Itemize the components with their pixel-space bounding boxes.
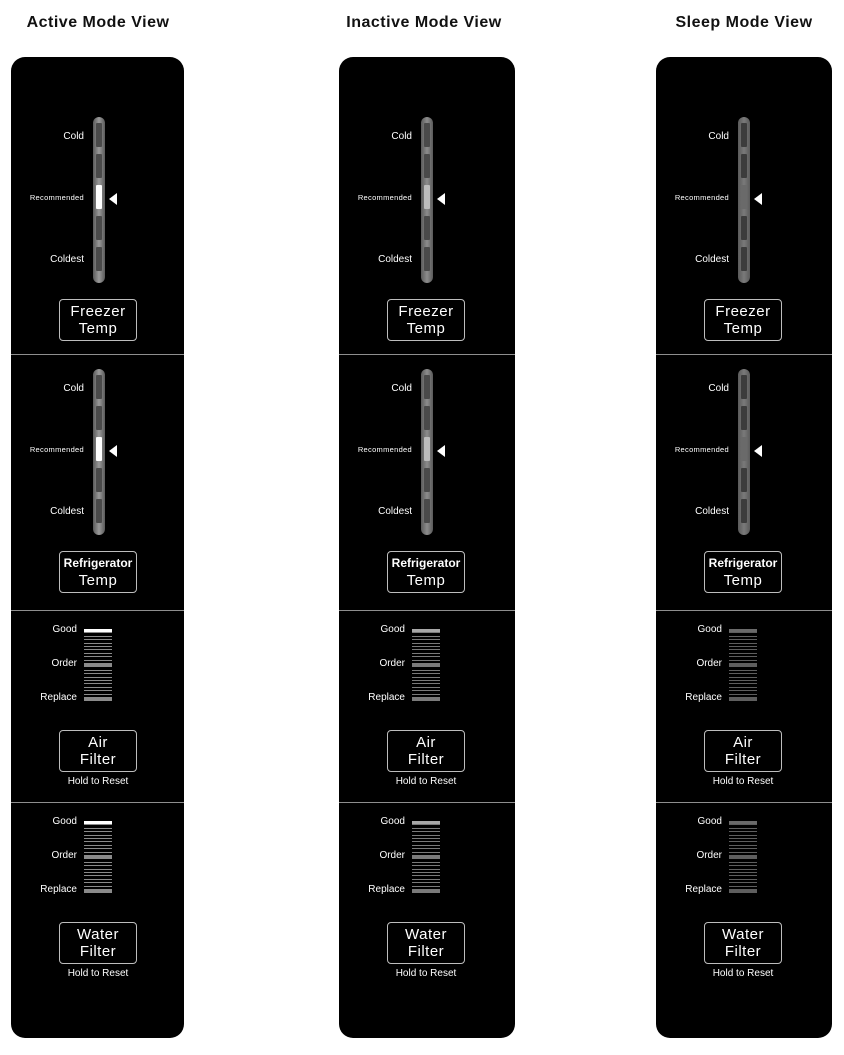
- filter-label-replace: Replace: [368, 692, 405, 703]
- freezer-temp-section: [656, 117, 832, 357]
- freezer-level-segment[interactable]: [424, 185, 430, 209]
- freezer-thermometer: [421, 117, 433, 283]
- filter-status-bar: [84, 858, 112, 859]
- filter-status-bar: [729, 677, 757, 678]
- water-filter-button-label-line1: Water: [77, 926, 119, 943]
- air-filter-button-label-line1: Air: [416, 734, 436, 751]
- filter-status-bar: [412, 858, 440, 859]
- refrigerator-thermometer: [738, 369, 750, 535]
- filter-status-bar: [729, 879, 757, 880]
- freezer-button-label-line1: Freezer: [398, 303, 454, 320]
- freezer-level-segment[interactable]: [741, 247, 747, 271]
- filter-status-bar: [84, 848, 112, 849]
- filter-status-bar: [412, 869, 440, 870]
- temp-label-cold: Cold: [391, 383, 412, 394]
- filter-status-bar: [84, 632, 112, 633]
- filter-status-bar: [84, 886, 112, 887]
- refrigerator-button-label-line1: Refrigerator: [63, 556, 133, 570]
- refrigerator-level-segment[interactable]: [741, 499, 747, 523]
- filter-status-bar: [729, 656, 757, 657]
- filter-status-bar: [84, 636, 112, 637]
- filter-status-bar: [84, 841, 112, 842]
- refrigerator-thermometer: [93, 369, 105, 535]
- water-filter-hold-hint: Hold to Reset: [67, 968, 129, 979]
- filter-status-bar: [84, 683, 112, 684]
- filter-status-bar: [729, 862, 757, 863]
- filter-status-bar: [84, 687, 112, 688]
- filter-status-bar: [412, 673, 440, 674]
- filter-label-replace: Replace: [368, 884, 405, 895]
- water-filter-status-bars: [84, 821, 112, 895]
- filter-status-bar: [84, 694, 112, 695]
- filter-status-bar: [412, 643, 440, 644]
- refrigerator-level-segment[interactable]: [424, 499, 430, 523]
- air-filter-hold-hint: Hold to Reset: [67, 776, 129, 787]
- filter-status-bar: [84, 666, 112, 667]
- filter-status-bar: [84, 865, 112, 866]
- filter-status-bar: [729, 848, 757, 849]
- temp-label-recommended: Recommended: [357, 193, 412, 202]
- filter-status-bar: [729, 632, 757, 633]
- filter-status-bar: [729, 865, 757, 866]
- freezer-pointer-icon: [754, 193, 762, 205]
- filter-status-bar: [84, 649, 112, 650]
- filter-status-bar: [84, 852, 112, 853]
- freezer-temp-button[interactable]: [704, 299, 782, 341]
- refrigerator-temp-section: [339, 369, 515, 609]
- filter-status-bar: [84, 828, 112, 829]
- sleep-panel: [656, 57, 832, 1038]
- filter-status-bar: [84, 646, 112, 647]
- filter-status-bar: [412, 694, 440, 695]
- air-filter-section: [11, 610, 184, 802]
- refrigerator-level-segment[interactable]: [741, 437, 747, 461]
- temp-label-cold: Cold: [63, 131, 84, 142]
- freezer-level-segment[interactable]: [424, 154, 430, 178]
- filter-status-bar: [729, 639, 757, 640]
- air-filter-hold-hint: Hold to Reset: [712, 776, 774, 787]
- inactive-panel: [339, 57, 515, 1038]
- filter-status-bar: [729, 670, 757, 671]
- filter-label-replace: Replace: [685, 884, 722, 895]
- filter-label-order: Order: [379, 850, 405, 861]
- water-filter-status-bars: [729, 821, 757, 895]
- filter-status-bar: [412, 865, 440, 866]
- freezer-temp-button[interactable]: [387, 299, 465, 341]
- filter-status-bar: [84, 875, 112, 876]
- filter-status-bar: [84, 835, 112, 836]
- freezer-button-label-line2: Temp: [723, 320, 763, 337]
- air-filter-button-label-line2: Filter: [724, 751, 762, 768]
- air-filter-status-bars: [729, 629, 757, 703]
- filter-status-bar: [729, 835, 757, 836]
- water-filter-button-label-line1: Water: [405, 926, 447, 943]
- temp-label-cold: Cold: [391, 131, 412, 142]
- refrigerator-level-segment[interactable]: [96, 437, 102, 461]
- filter-status-bar: [84, 862, 112, 863]
- temp-label-recommended: Recommended: [29, 193, 84, 202]
- air-filter-hold-hint: Hold to Reset: [395, 776, 457, 787]
- filter-label-good: Good: [52, 816, 77, 827]
- filter-status-bar: [412, 831, 440, 832]
- filter-status-bar: [729, 882, 757, 883]
- filter-status-bar: [412, 666, 440, 667]
- filter-status-bar: [84, 656, 112, 657]
- filter-status-bar: [729, 824, 757, 825]
- filter-status-bar: [412, 680, 440, 681]
- filter-label-replace: Replace: [685, 692, 722, 703]
- refrigerator-level-segment[interactable]: [424, 375, 430, 399]
- section-divider: [11, 354, 184, 355]
- filter-status-bar: [84, 673, 112, 674]
- filter-label-good: Good: [697, 624, 722, 635]
- refrigerator-button-label-line1: Refrigerator: [708, 556, 778, 570]
- refrigerator-temp-button[interactable]: [704, 551, 782, 593]
- water-filter-status-bars: [412, 821, 440, 895]
- refrigerator-button-label-line2: Temp: [78, 572, 118, 589]
- freezer-thermometer: [93, 117, 105, 283]
- sleep-mode-title: Sleep Mode View: [675, 14, 813, 31]
- freezer-level-segment[interactable]: [96, 216, 102, 240]
- filter-status-bar: [729, 653, 757, 654]
- filter-status-bar: [729, 649, 757, 650]
- refrigerator-level-segment[interactable]: [96, 406, 102, 430]
- filter-status-bar: [84, 643, 112, 644]
- filter-label-good: Good: [52, 624, 77, 635]
- filter-status-bar: [729, 683, 757, 684]
- water-filter-section: [656, 802, 832, 1038]
- water-filter-hold-hint: Hold to Reset: [395, 968, 457, 979]
- filter-status-bar: [84, 872, 112, 873]
- freezer-level-segment[interactable]: [741, 123, 747, 147]
- refrigerator-level-segment[interactable]: [741, 375, 747, 399]
- filter-status-bar: [412, 872, 440, 873]
- filter-status-bar: [84, 670, 112, 671]
- temp-label-coldest: Coldest: [695, 254, 729, 265]
- air-filter-button[interactable]: [59, 730, 137, 772]
- filter-status-bar: [84, 690, 112, 691]
- refrigerator-pointer-icon: [437, 445, 445, 457]
- filter-status-bar: [729, 636, 757, 637]
- filter-status-bar: [729, 690, 757, 691]
- filter-status-bar: [412, 892, 440, 893]
- temp-label-recommended: Recommended: [29, 445, 84, 454]
- filter-status-bar: [412, 828, 440, 829]
- filter-status-bar: [412, 882, 440, 883]
- freezer-level-segment[interactable]: [741, 185, 747, 209]
- refrigerator-level-segment[interactable]: [96, 468, 102, 492]
- temp-label-recommended: Recommended: [357, 445, 412, 454]
- water-filter-section: [11, 802, 184, 1038]
- filter-status-bar: [729, 831, 757, 832]
- temp-label-recommended: Recommended: [674, 193, 729, 202]
- filter-label-order: Order: [51, 658, 77, 669]
- freezer-pointer-icon: [437, 193, 445, 205]
- filter-status-bar: [412, 646, 440, 647]
- filter-label-good: Good: [697, 816, 722, 827]
- air-filter-button[interactable]: [704, 730, 782, 772]
- filter-status-bar: [84, 879, 112, 880]
- filter-status-bar: [84, 882, 112, 883]
- air-filter-status-bars: [84, 629, 112, 703]
- water-filter-button[interactable]: [704, 922, 782, 964]
- filter-status-bar: [729, 892, 757, 893]
- air-filter-button-label-line1: Air: [88, 734, 108, 751]
- filter-status-bar: [412, 841, 440, 842]
- section-divider: [339, 354, 515, 355]
- filter-status-bar: [84, 824, 112, 825]
- filter-status-bar: [412, 683, 440, 684]
- freezer-temp-section: [11, 117, 184, 357]
- water-filter-button-label-line1: Water: [722, 926, 764, 943]
- water-filter-button[interactable]: [387, 922, 465, 964]
- filter-status-bar: [412, 670, 440, 671]
- filter-label-order: Order: [379, 658, 405, 669]
- temp-label-coldest: Coldest: [695, 506, 729, 517]
- refrigerator-temp-button[interactable]: [387, 551, 465, 593]
- filter-status-bar: [412, 838, 440, 839]
- refrigerator-button-label-line2: Temp: [723, 572, 763, 589]
- filter-status-bar: [729, 643, 757, 644]
- temp-label-recommended: Recommended: [674, 445, 729, 454]
- filter-status-bar: [729, 694, 757, 695]
- refrigerator-level-segment[interactable]: [741, 468, 747, 492]
- filter-status-bar: [729, 687, 757, 688]
- filter-status-bar: [729, 646, 757, 647]
- filter-status-bar: [412, 700, 440, 701]
- freezer-button-label-line1: Freezer: [715, 303, 771, 320]
- air-filter-section: [656, 610, 832, 802]
- filter-status-bar: [84, 677, 112, 678]
- filter-status-bar: [412, 636, 440, 637]
- filter-status-bar: [84, 700, 112, 701]
- filter-status-bar: [412, 687, 440, 688]
- filter-status-bar: [412, 677, 440, 678]
- water-filter-hold-hint: Hold to Reset: [712, 968, 774, 979]
- filter-status-bar: [729, 872, 757, 873]
- freezer-level-segment[interactable]: [424, 247, 430, 271]
- filter-status-bar: [84, 653, 112, 654]
- filter-status-bar: [729, 869, 757, 870]
- refrigerator-button-label-line2: Temp: [406, 572, 446, 589]
- temp-label-coldest: Coldest: [378, 254, 412, 265]
- temp-label-coldest: Coldest: [50, 506, 84, 517]
- refrigerator-temp-section: [11, 369, 184, 609]
- filter-status-bar: [412, 690, 440, 691]
- refrigerator-level-segment[interactable]: [424, 406, 430, 430]
- freezer-temp-section: [339, 117, 515, 357]
- refrigerator-level-segment[interactable]: [741, 406, 747, 430]
- filter-status-bar: [412, 848, 440, 849]
- refrigerator-level-segment[interactable]: [424, 468, 430, 492]
- filter-status-bar: [412, 845, 440, 846]
- freezer-thermometer: [738, 117, 750, 283]
- filter-status-bar: [729, 660, 757, 661]
- filter-status-bar: [412, 632, 440, 633]
- refrigerator-temp-section: [656, 369, 832, 609]
- air-filter-button[interactable]: [387, 730, 465, 772]
- filter-label-replace: Replace: [40, 884, 77, 895]
- filter-status-bar: [412, 879, 440, 880]
- air-filter-button-label-line2: Filter: [407, 751, 445, 768]
- filter-label-order: Order: [696, 658, 722, 669]
- freezer-level-segment[interactable]: [741, 216, 747, 240]
- filter-status-bar: [412, 824, 440, 825]
- water-filter-button-label-line2: Filter: [724, 943, 762, 960]
- water-filter-button-label-line2: Filter: [407, 943, 445, 960]
- freezer-pointer-icon: [109, 193, 117, 205]
- filter-status-bar: [84, 892, 112, 893]
- filter-status-bar: [729, 700, 757, 701]
- refrigerator-level-segment[interactable]: [424, 437, 430, 461]
- freezer-level-segment[interactable]: [96, 123, 102, 147]
- filter-status-bar: [84, 831, 112, 832]
- active-mode-title: Active Mode View: [26, 14, 170, 31]
- filter-status-bar: [412, 875, 440, 876]
- active-panel: [11, 57, 184, 1038]
- filter-status-bar: [412, 660, 440, 661]
- filter-status-bar: [412, 835, 440, 836]
- filter-status-bar: [412, 649, 440, 650]
- temp-label-cold: Cold: [708, 383, 729, 394]
- filter-status-bar: [412, 886, 440, 887]
- inactive-mode-title: Inactive Mode View: [346, 14, 502, 31]
- water-filter-button[interactable]: [59, 922, 137, 964]
- freezer-button-label-line2: Temp: [406, 320, 446, 337]
- filter-status-bar: [412, 639, 440, 640]
- air-filter-section: [339, 610, 515, 802]
- filter-status-bar: [84, 869, 112, 870]
- filter-status-bar: [729, 680, 757, 681]
- refrigerator-button-label-line1: Refrigerator: [391, 556, 461, 570]
- air-filter-button-label-line1: Air: [733, 734, 753, 751]
- freezer-level-segment[interactable]: [741, 154, 747, 178]
- filter-status-bar: [729, 673, 757, 674]
- refrigerator-level-segment[interactable]: [96, 375, 102, 399]
- filter-status-bar: [412, 653, 440, 654]
- freezer-level-segment[interactable]: [96, 154, 102, 178]
- refrigerator-pointer-icon: [754, 445, 762, 457]
- water-filter-section: [339, 802, 515, 1038]
- freezer-level-segment[interactable]: [96, 185, 102, 209]
- filter-label-order: Order: [696, 850, 722, 861]
- filter-label-replace: Replace: [40, 692, 77, 703]
- filter-status-bar: [729, 875, 757, 876]
- freezer-level-segment[interactable]: [96, 247, 102, 271]
- filter-status-bar: [729, 828, 757, 829]
- freezer-button-label-line1: Freezer: [70, 303, 126, 320]
- filter-label-good: Good: [380, 816, 405, 827]
- air-filter-button-label-line2: Filter: [79, 751, 117, 768]
- filter-status-bar: [729, 886, 757, 887]
- filter-status-bar: [729, 852, 757, 853]
- filter-status-bar: [412, 862, 440, 863]
- filter-status-bar: [729, 845, 757, 846]
- air-filter-status-bars: [412, 629, 440, 703]
- refrigerator-level-segment[interactable]: [96, 499, 102, 523]
- freezer-temp-button[interactable]: [59, 299, 137, 341]
- filter-status-bar: [84, 639, 112, 640]
- filter-status-bar: [84, 660, 112, 661]
- freezer-level-segment[interactable]: [424, 123, 430, 147]
- section-divider: [656, 354, 832, 355]
- filter-label-good: Good: [380, 624, 405, 635]
- filter-status-bar: [729, 858, 757, 859]
- temp-label-coldest: Coldest: [50, 254, 84, 265]
- filter-status-bar: [84, 680, 112, 681]
- filter-status-bar: [729, 666, 757, 667]
- refrigerator-pointer-icon: [109, 445, 117, 457]
- filter-label-order: Order: [51, 850, 77, 861]
- filter-status-bar: [412, 852, 440, 853]
- filter-status-bar: [84, 838, 112, 839]
- freezer-level-segment[interactable]: [424, 216, 430, 240]
- refrigerator-temp-button[interactable]: [59, 551, 137, 593]
- temp-label-cold: Cold: [708, 131, 729, 142]
- freezer-button-label-line2: Temp: [78, 320, 118, 337]
- filter-status-bar: [84, 845, 112, 846]
- water-filter-button-label-line2: Filter: [79, 943, 117, 960]
- refrigerator-thermometer: [421, 369, 433, 535]
- temp-label-coldest: Coldest: [378, 506, 412, 517]
- temp-label-cold: Cold: [63, 383, 84, 394]
- filter-status-bar: [729, 838, 757, 839]
- filter-status-bar: [729, 841, 757, 842]
- filter-status-bar: [412, 656, 440, 657]
